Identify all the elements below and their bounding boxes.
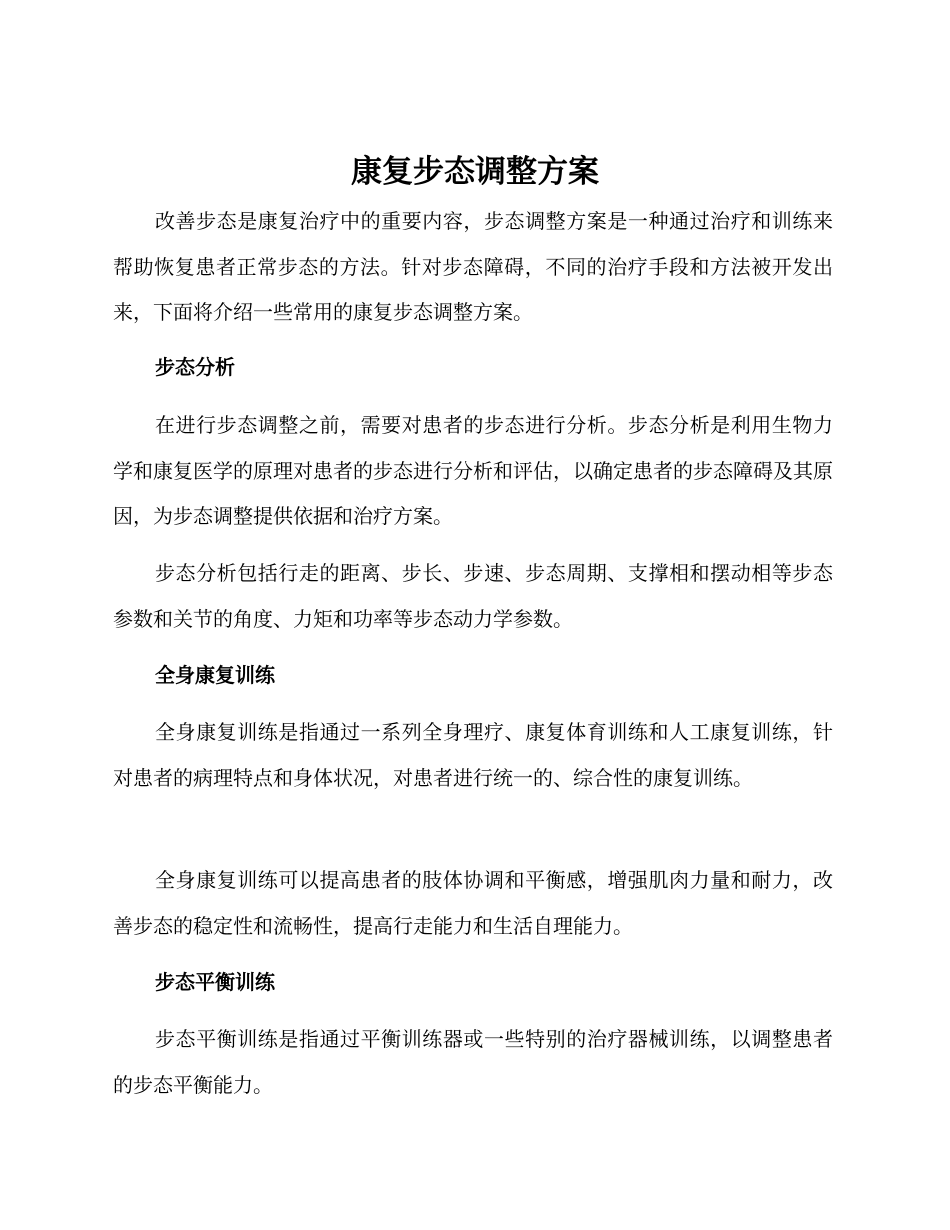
section-balance-training-para-1 [113,1017,833,1108]
section-heading: 步态平衡训练 [155,970,275,994]
section-gait-analysis [113,345,833,391]
document-title: 康复步态调整方案 [351,154,599,190]
body-paragraph: 步态分析包括行走的距离、步长、步速、步态周期、支撑相和摆动相等步态参数和关节的角度、力矩和功率等步态动力学参数。 [113,561,833,631]
body-paragraph: 全身康复训练是指通过一系列全身理疗、康复体育训练和人工康复训练，针对患者的病理特点和身体状况，对患者进行统一的、综合性的康复训练。 [113,720,833,790]
section-gait-analysis-para-2 [113,551,833,642]
section-heading: 全身康复训练 [155,663,275,687]
intro-block [113,199,833,336]
section-gait-analysis-para-1 [113,403,833,540]
section-heading: 步态分析 [155,355,235,379]
body-paragraph: 步态平衡训练是指通过平衡训练器或一些特别的治疗器械训练，以调整患者的步态平衡能力。 [113,1027,833,1097]
intro-paragraph: 改善步态是康复治疗中的重要内容，步态调整方案是一种通过治疗和训练来帮助恢复患者正常步态的方法。针对步态障碍，不同的治疗手段和方法被开发出来，下面将介绍一些常用的康复步态调整方案。 [113,209,833,324]
section-full-body-training-para-2 [113,858,833,949]
body-paragraph: 在进行步态调整之前，需要对患者的步态进行分析。步态分析是利用生物力学和康复医学的原理对患者的步态进行分析和评估，以确定患者的步态障碍及其原因，为步态调整提供依据和治疗方案。 [113,413,833,528]
section-balance-training [113,960,833,1006]
section-full-body-training-para-1 [113,710,833,801]
body-paragraph: 全身康复训练可以提高患者的肢体协调和平衡感，增强肌肉力量和耐力，改善步态的稳定性和流畅性，提高行走能力和生活自理能力。 [113,868,833,938]
section-full-body-training [113,653,833,699]
